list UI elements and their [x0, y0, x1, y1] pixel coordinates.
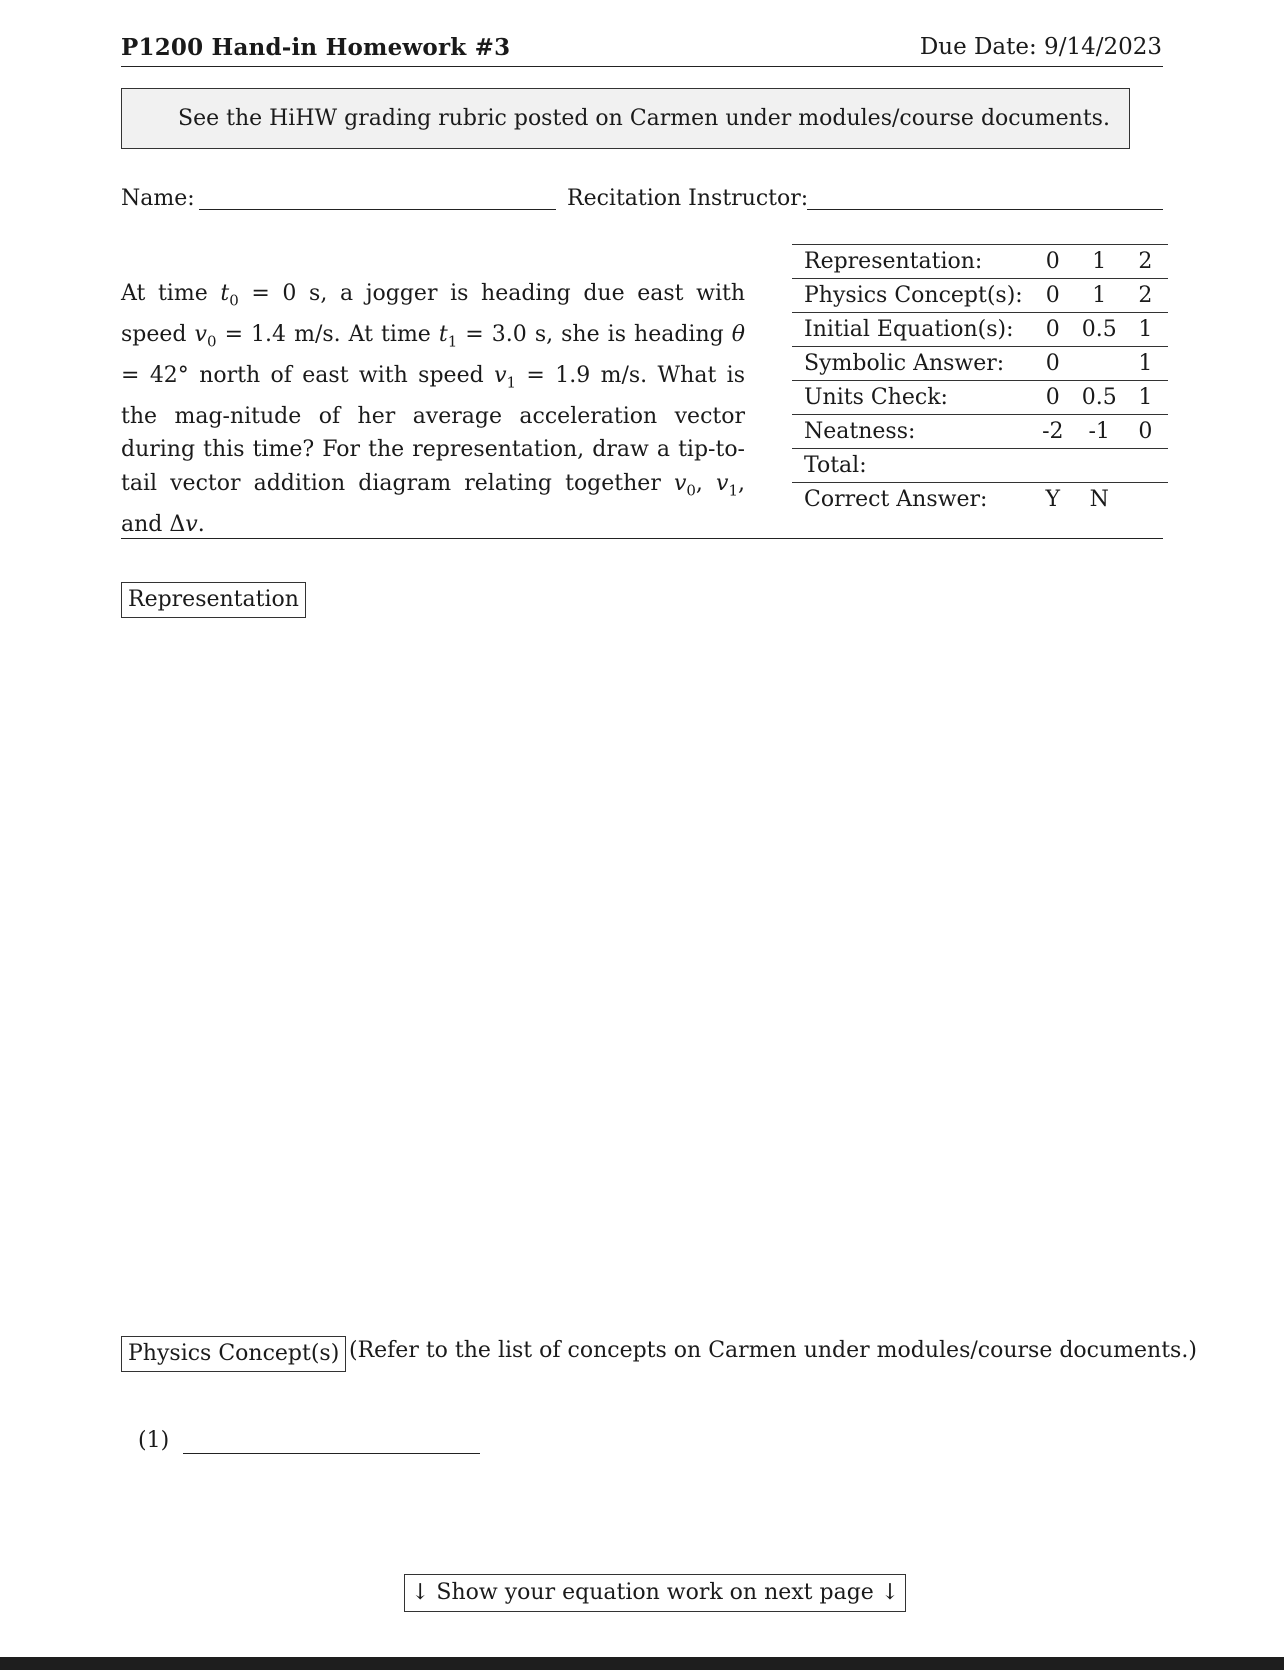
score-row-initial-equations: Initial Equation(s): 0 0.5 1 — [792, 313, 1168, 347]
representation-section-label: Representation — [121, 582, 306, 618]
score-row-representation: Representation: 0 1 2 — [792, 245, 1168, 279]
concept-blank-line[interactable] — [183, 1453, 480, 1454]
next-page-notice: ↓ Show your equation work on next page ↓ — [404, 1574, 906, 1612]
rubric-notice-text: See the HiHW grading rubric posted on Carmen under modules/course documents. — [178, 106, 1110, 131]
problem-statement: At time $t_0 = 0$ s, a jogger is heading due east with speed $v_0 = 1.4$ m/s. At time $t_1 = 3.0$ s, she is heading θ = 42° north of east with speed $v_1 = 1.9$ m/s. What is the mag-nitude of her average acceleration vector during this time? For the representation, draw a tip-to-tail vector addition diagram relating together $v_0$, $v_1$, and Δv. — [121, 281, 745, 537]
score-table — [792, 244, 1168, 517]
concepts-reference-note: (Refer to the list of concepts on Carmen under modules/course documents.) — [349, 1338, 1197, 1363]
homework-title: P1200 Hand-in Homework #3 — [121, 34, 511, 61]
due-date: Due Date: 9/14/2023 — [919, 34, 1162, 60]
score-row-symbolic-answer: Symbolic Answer: 0 1 — [792, 347, 1168, 381]
physics-concepts-section-label: Physics Concept(s) — [121, 1336, 346, 1372]
score-row-physics-concepts: Physics Concept(s): 0 1 2 — [792, 279, 1168, 313]
recitation-instructor-blank[interactable] — [807, 209, 1163, 210]
header-divider — [121, 66, 1163, 67]
problem-divider — [121, 538, 1163, 539]
name-blank[interactable] — [199, 209, 556, 210]
name-label: Name: — [121, 186, 195, 211]
score-row-units-check: Units Check: 0 0.5 1 — [792, 381, 1168, 415]
concept-blank-number: (1) — [138, 1428, 170, 1453]
score-row-neatness: Neatness: -2 -1 0 — [792, 415, 1168, 449]
rubric-notice-box — [121, 88, 1130, 149]
bottom-edge-bar — [0, 1657, 1284, 1670]
recitation-instructor-label: Recitation Instructor: — [567, 186, 809, 211]
score-row-total: Total: — [792, 449, 1168, 483]
score-row-correct-answer: Correct Answer: Y N — [792, 483, 1168, 517]
